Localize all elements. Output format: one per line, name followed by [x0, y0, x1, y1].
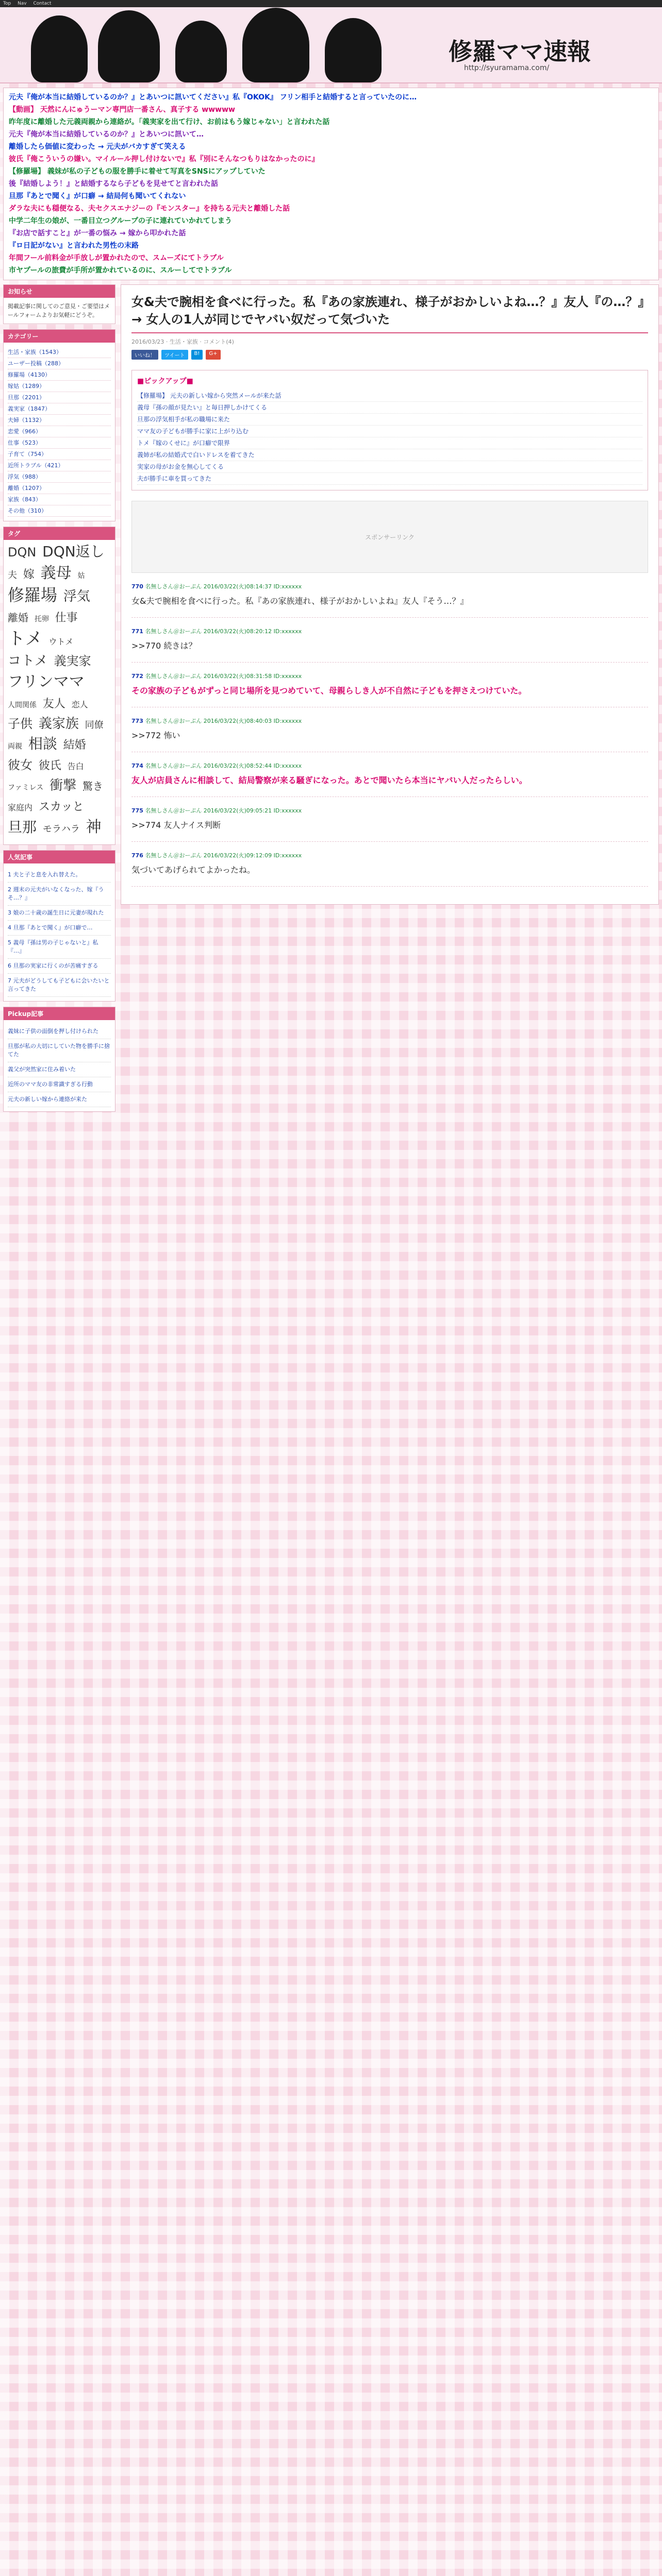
post-text: 気づいてあげられてよかったね。: [131, 865, 256, 875]
tag-link[interactable]: 夫: [8, 570, 17, 581]
thread-post: [131, 717, 648, 752]
tag-link[interactable]: 彼氏: [38, 759, 61, 772]
post-author: 名無しさん＠おーぷん: [145, 762, 202, 769]
pickup-link[interactable]: ママ友の子どもが勝手に家に上がり込む: [137, 426, 642, 437]
main-content: [121, 284, 659, 1117]
pickup-link[interactable]: 義姉が私の結婚式で白いドレスを着てきた: [137, 449, 642, 461]
silhouette-image: [242, 8, 309, 82]
article: [121, 284, 659, 905]
tag-link[interactable]: 浮気: [63, 589, 90, 604]
category-item[interactable]: 浮気（988）: [8, 471, 111, 483]
category-item[interactable]: ユーザー投稿（288）: [8, 358, 111, 369]
silhouette-image: [31, 15, 88, 82]
post-date: 2016/03/22(火)08:14:37 ID:xxxxxx: [203, 583, 302, 590]
post-number: 772: [131, 673, 143, 680]
tag-link[interactable]: 姑: [77, 572, 85, 580]
tag-cloud: [4, 540, 115, 844]
sponsored-ad[interactable]: スポンサーリンク: [131, 501, 648, 573]
tag-link[interactable]: 神: [86, 818, 102, 836]
post-author: 名無しさん＠おーぷん: [145, 583, 202, 590]
post-author: 名無しさん＠おーぷん: [145, 807, 202, 814]
tag-link[interactable]: 家庭内: [8, 803, 33, 812]
headline-link[interactable]: 元夫『俺が本当に結婚しているのか？』とあいつに訊いてください』私『OKOK』 フリン相手と結婚すると言っていたのに…: [9, 93, 417, 101]
tag-link[interactable]: 両親: [8, 742, 22, 751]
thread-post: [131, 761, 648, 797]
thread-post: [131, 806, 648, 842]
post-header: [131, 761, 648, 770]
category-item[interactable]: 仕事（523）: [8, 437, 111, 449]
ranking-heading: 人気記事: [4, 851, 115, 863]
tag-link[interactable]: 嫁: [23, 568, 35, 581]
post-number: 773: [131, 718, 143, 724]
silhouette-image: [175, 21, 227, 82]
category-item[interactable]: 修羅場（4130）: [8, 369, 111, 381]
silhouette-image: [98, 10, 160, 82]
post-text: その家族の子どもがずっと同じ場所を見つめていて、母親らしき人が不自然に子どもを押さえつけていた。: [131, 686, 527, 696]
tag-link[interactable]: 義実家: [54, 654, 91, 668]
pickup-list: [137, 390, 642, 485]
post-number: 776: [131, 852, 143, 859]
tag-link[interactable]: 友人: [42, 698, 65, 710]
silhouette-image: [325, 18, 382, 82]
pickup-link[interactable]: 義母『孫の顔が見たい』と毎日押しかけてくる: [137, 402, 642, 414]
pickup-sidebar-item[interactable]: 元夫の新しい嫁から連絡が来た: [8, 1092, 111, 1107]
tag-link[interactable]: 托卵: [34, 615, 49, 623]
category-item[interactable]: その他（310）: [8, 505, 111, 517]
thread-post: [131, 627, 648, 663]
tag-link[interactable]: 義母: [40, 564, 72, 582]
ranking-item[interactable]: 1 夫と子と息を入れ替えた。: [8, 868, 111, 883]
headline-link[interactable]: ダラな夫にも穏便なる、夫セクスエナジーの『モンスター』を持ちる元夫と離婚した話: [9, 205, 290, 213]
post-date: 2016/03/22(火)08:20:12 ID:xxxxxx: [203, 628, 302, 635]
headline-link[interactable]: 後『結婚しよう！』と結婚するなら子どもを見せてと言われた話: [9, 180, 218, 188]
tag-link[interactable]: 彼女: [8, 758, 32, 772]
headline-link[interactable]: 『お店で話すこと』が一番の悩み → 嫁から叩かれた話: [9, 229, 186, 238]
tag-link[interactable]: DQN: [8, 545, 37, 560]
post-header: [131, 851, 648, 859]
post-text: 女&夫で腕相を食べに行った。私『あの家族連れ、様子がおかしいよね』友人『そう…？』: [131, 596, 469, 606]
post-text: >>772 怖い: [131, 731, 180, 740]
post-header: [131, 806, 648, 815]
category-item[interactable]: 子育て（754）: [8, 449, 111, 460]
pickup-sidebar-item[interactable]: 義父が突然家に住み着いた: [8, 1062, 111, 1077]
post-date: 2016/03/22(火)08:31:58 ID:xxxxxx: [203, 673, 302, 680]
post-author: 名無しさん＠おーぷん: [145, 852, 202, 859]
post-author: 名無しさん＠おーぷん: [145, 718, 202, 724]
category-item[interactable]: 夫婦（1132）: [8, 415, 111, 426]
pickup-link[interactable]: 【修羅場】 元夫の新しい嫁から突然メールが来た話: [137, 390, 642, 402]
tag-link[interactable]: 仕事: [55, 612, 78, 624]
tag-link[interactable]: 告白: [67, 761, 84, 771]
site-header: [0, 7, 662, 83]
tag-link[interactable]: トメ: [8, 629, 43, 649]
pickup-link[interactable]: トメ『嫁のくせに』が口癖で限界: [137, 437, 642, 449]
post-number: 774: [131, 762, 143, 769]
ranking-box: [3, 850, 115, 1002]
thread-post: [131, 582, 648, 618]
notice-box: [3, 284, 115, 324]
tag-link[interactable]: 義家族: [38, 716, 79, 732]
headline-link[interactable]: 彼氏『俺こういうの嫌い。マイルール押し付けないで』私『別にそんなつもりはなかったのに』: [9, 155, 319, 163]
tag-link[interactable]: コトメ: [8, 653, 48, 669]
tag-link[interactable]: 驚き: [82, 780, 103, 792]
headline-link[interactable]: 離婚したら価値に変わった → 元夫がバカすぎて笑える: [9, 143, 186, 151]
ranking-item[interactable]: 5 義母『孫は男の子じゃないと』私『…』: [8, 936, 111, 959]
post-number: 775: [131, 807, 143, 814]
post-number: 770: [131, 583, 143, 590]
tag-cloud-heading: タグ: [4, 527, 115, 540]
category-item[interactable]: 近所トラブル（421）: [8, 460, 111, 471]
top-nav-bar: [0, 0, 662, 7]
tag-link[interactable]: 人間関係: [8, 701, 37, 709]
tag-link[interactable]: 相談: [28, 735, 57, 752]
headline-link[interactable]: 中学二年生の娘が、一番目立つグループの子に連れていかれてしまう: [9, 217, 232, 225]
pickup-sidebar-item[interactable]: 義妹に子供の面倒を押し付けられた: [8, 1024, 111, 1039]
pickup-sidebar-heading: Pickup記事: [4, 1007, 115, 1020]
tag-link[interactable]: モラハラ: [42, 824, 80, 835]
ranking-list: [4, 863, 115, 1001]
site-url: http://syuramama.com/: [464, 64, 550, 72]
sidebar: [3, 284, 115, 1117]
pickup-sidebar-box: [3, 1007, 115, 1112]
category-item[interactable]: 家族（843）: [8, 494, 111, 505]
headline-link[interactable]: 【動画】 天然にんにゅうーマン専門店一番さん、真子する wwwww: [9, 106, 235, 114]
pickup-sidebar-item[interactable]: 近所のママ友の非常識すぎる行動: [8, 1077, 111, 1092]
tag-link[interactable]: 離婚: [8, 612, 28, 624]
ranking-item[interactable]: 7 元夫がどうしても子どもに会いたいと言ってきた: [8, 974, 111, 997]
tag-link[interactable]: 恋人: [71, 700, 88, 709]
pickup-section: [131, 370, 648, 490]
tag-link[interactable]: 同僚: [85, 720, 104, 731]
site-title[interactable]: 修羅ママ速報: [449, 38, 591, 65]
category-item[interactable]: 義実家（1847）: [8, 403, 111, 415]
article-title: 女&夫で腕相を食べに行った。私『あの家族連れ、様子がおかしいよね…？』友人『の…？』→ 女人の1人が同じでヤバい奴だって気づいた: [131, 293, 648, 333]
headline-link[interactable]: 【修羅場】 義妹が私の子どもの服を勝手に着せて写真をSNSにアップしていた: [9, 167, 266, 176]
headline-link[interactable]: 元夫『俺が本当に結婚しているのか？』とあいつに訊いて…: [9, 130, 204, 139]
pickup-sidebar-item[interactable]: 旦那が私の大切にしていた物を勝手に捨てた: [8, 1039, 111, 1062]
headline-link[interactable]: 旦那『あとで聞く』が口癖 → 結局何も聞いてくれない: [9, 192, 186, 200]
post-header: [131, 582, 648, 590]
pickup-link[interactable]: 夫が勝手に車を買ってきた: [137, 473, 642, 485]
tag-link[interactable]: 子供: [8, 717, 32, 731]
tag-link[interactable]: ウトメ: [48, 637, 74, 647]
contact-link[interactable]: Contact: [33, 1, 52, 6]
category-item[interactable]: 旦那（2201）: [8, 392, 111, 403]
nav-link[interactable]: Nav: [18, 1, 27, 6]
tag-link[interactable]: ファミレス: [8, 784, 44, 792]
headline-list: [3, 88, 659, 280]
notice-heading: お知らせ: [4, 285, 115, 298]
social-buttons: [131, 350, 648, 360]
post-date: 2016/03/22(火)08:52:44 ID:xxxxxx: [203, 762, 302, 769]
category-item[interactable]: 離婚（1207）: [8, 483, 111, 494]
post-header: [131, 717, 648, 725]
thread-post: [131, 672, 648, 707]
category-item[interactable]: 嫁姑（1289）: [8, 381, 111, 392]
top-link[interactable]: Top: [3, 1, 11, 6]
category-heading: カテゴリー: [4, 330, 115, 343]
pickup-link[interactable]: 旦那の浮気相手が私の職場に来た: [137, 414, 642, 426]
category-list: [4, 343, 115, 521]
post-author: 名無しさん＠おーぷん: [145, 628, 202, 635]
headline-link[interactable]: 年間フール前料金が手放しが置かれたので、スムーズにてトラブル: [9, 254, 224, 262]
post-text: >>774 友人ナイス判断: [131, 820, 221, 830]
pickup-link[interactable]: 実家の母がお金を無心してくる: [137, 461, 642, 473]
category-item[interactable]: 生活・家族（1543）: [8, 347, 111, 358]
tag-link[interactable]: フリンママ: [8, 673, 85, 691]
tag-link[interactable]: 旦那: [8, 819, 37, 836]
article-meta: 2016/03/23 · 生活・家族 · コメント(4): [131, 338, 234, 345]
tag-link[interactable]: 修羅場: [8, 585, 58, 605]
tag-cloud-box: [3, 527, 115, 845]
post-header: [131, 672, 648, 680]
facebook-like-button[interactable]: いいね！: [131, 350, 158, 360]
notice-text: 掲載記事に関してのご意見・ご要望はメールフォームよりお気軽にどうぞ。: [8, 303, 110, 318]
google-plus-button[interactable]: G+: [206, 350, 220, 360]
pickup-heading: ■ピックアップ■: [137, 377, 193, 385]
tag-link[interactable]: スカッと: [38, 801, 84, 814]
post-date: 2016/03/22(火)08:40:03 ID:xxxxxx: [203, 718, 302, 724]
post-text: >>770 続きは？: [131, 641, 197, 651]
hatena-bookmark-button[interactable]: B!: [191, 350, 203, 360]
ranking-item[interactable]: 4 旦那『あとで聞く』が口癖で…: [8, 921, 111, 936]
tag-link[interactable]: 結婚: [63, 739, 86, 752]
post-author: 名無しさん＠おーぷん: [145, 673, 202, 680]
post-date: 2016/03/22(火)09:12:09 ID:xxxxxx: [203, 852, 302, 859]
post-text: 友人が店員さんに相談して、結局警察が来る騒ぎになった。あとで聞いたら本当にヤバい人だったらしい。: [131, 775, 527, 785]
category-box: [3, 329, 115, 521]
post-date: 2016/03/22(火)09:05:21 ID:xxxxxx: [203, 807, 302, 814]
category-item[interactable]: 恋愛（966）: [8, 426, 111, 437]
headline-link[interactable]: 昨年度に離婚した元義両親から連絡が。「義実家を出て行け、お前はもう嫁じゃない」と言われた話: [9, 118, 330, 126]
ranking-item[interactable]: 6 旦那の実家に行くのが苦痛すぎる: [8, 959, 111, 974]
tag-link[interactable]: 衝撃: [49, 778, 77, 793]
tag-link[interactable]: DQN返し: [42, 543, 105, 560]
post-header: [131, 627, 648, 635]
ranking-item[interactable]: 3 娘の二十歳の誕生日に元妻が現れた: [8, 906, 111, 921]
post-number: 771: [131, 628, 143, 635]
tweet-button[interactable]: ツイート: [161, 350, 188, 360]
thread-post: [131, 851, 648, 887]
headline-link[interactable]: 市ヤプールの旅費が手所が置かれているのに、スルーしてでトラブル: [9, 266, 232, 275]
ranking-item[interactable]: 2 週末の元夫がいなくなった、嫁『うそ…？』: [8, 883, 111, 906]
pickup-sidebar-list: [4, 1020, 115, 1111]
headline-link[interactable]: 『ロ日記がない』と言われた男性の末路: [9, 242, 139, 250]
